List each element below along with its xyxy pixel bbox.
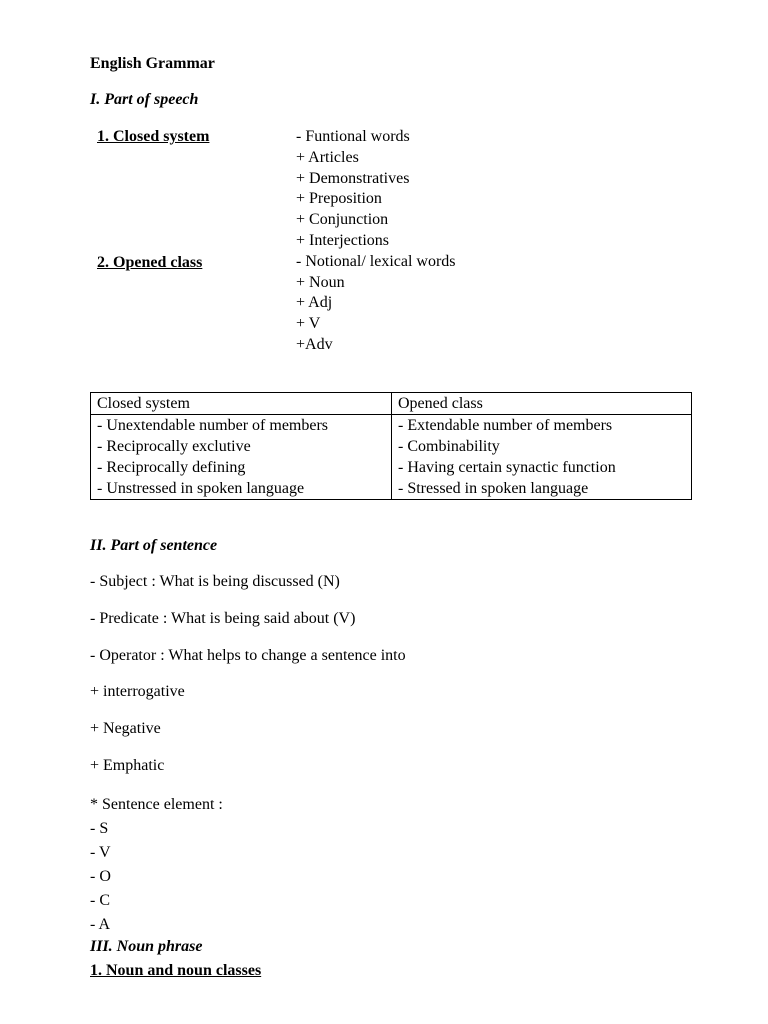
opened-item: - Notional/ lexical words: [296, 252, 456, 270]
table-cell-opened: [392, 415, 692, 500]
operator-line: - Operator : What helps to change a sentence into: [90, 647, 406, 664]
closed-item: + Articles: [296, 148, 359, 166]
closed-item: + Preposition: [296, 190, 382, 208]
closed-item: + Conjunction: [296, 211, 389, 229]
opened-item: + Noun: [296, 273, 345, 291]
section-1-heading: I. Part of speech: [90, 91, 199, 108]
closed-item: + Demonstratives: [296, 169, 410, 187]
negative-line: + Negative: [90, 720, 161, 737]
subject-line: - Subject : What is being discussed (N): [90, 573, 340, 590]
table-row: [91, 415, 692, 500]
table-header-cell: Opened class: [392, 393, 692, 415]
opened-feature: - Stressed in spoken language: [398, 480, 589, 497]
table-cell-closed: [91, 415, 392, 500]
closed-feature: - Unstressed in spoken language: [97, 480, 305, 497]
sentence-element: - V: [90, 844, 111, 861]
closed-feature: - Reciprocally defining: [97, 459, 246, 476]
closed-feature: - Unextendable number of members: [97, 417, 329, 434]
interrogative-line: + interrogative: [90, 683, 185, 700]
noun-classes-heading: 1. Noun and noun classes: [90, 962, 262, 979]
opened-item: + Adj: [296, 294, 333, 312]
sentence-element: - C: [90, 892, 110, 909]
sentence-element: - S: [90, 820, 109, 837]
closed-item: + Interjections: [296, 231, 389, 249]
opened-item: + V: [296, 315, 321, 333]
sentence-element: - A: [90, 916, 110, 933]
opened-item: +Adv: [296, 335, 333, 353]
section-3-heading: III. Noun phrase: [90, 938, 203, 955]
sentence-element-heading: * Sentence element :: [90, 796, 223, 813]
sentence-elements-list: [90, 793, 223, 937]
closed-feature: - Reciprocally exclutive: [97, 438, 251, 455]
opened-class-label: 2. Opened class: [97, 254, 203, 271]
section-2-heading: II. Part of sentence: [90, 537, 218, 554]
comparison-table: [90, 392, 692, 500]
table-header-row: [91, 393, 692, 415]
closed-system-label: 1. Closed system: [97, 128, 210, 145]
table-header-cell: Closed system: [91, 393, 392, 415]
opened-feature: - Extendable number of members: [398, 417, 613, 434]
closed-item: - Funtional words: [296, 128, 410, 145]
opened-feature: - Having certain synactic function: [398, 459, 616, 476]
emphatic-line: + Emphatic: [90, 757, 165, 774]
part-of-speech-list: [296, 127, 456, 356]
document-title: English Grammar: [90, 55, 215, 72]
predicate-line: - Predicate : What is being said about (V): [90, 610, 356, 627]
opened-feature: - Combinability: [398, 438, 500, 455]
sentence-element: - O: [90, 868, 111, 885]
